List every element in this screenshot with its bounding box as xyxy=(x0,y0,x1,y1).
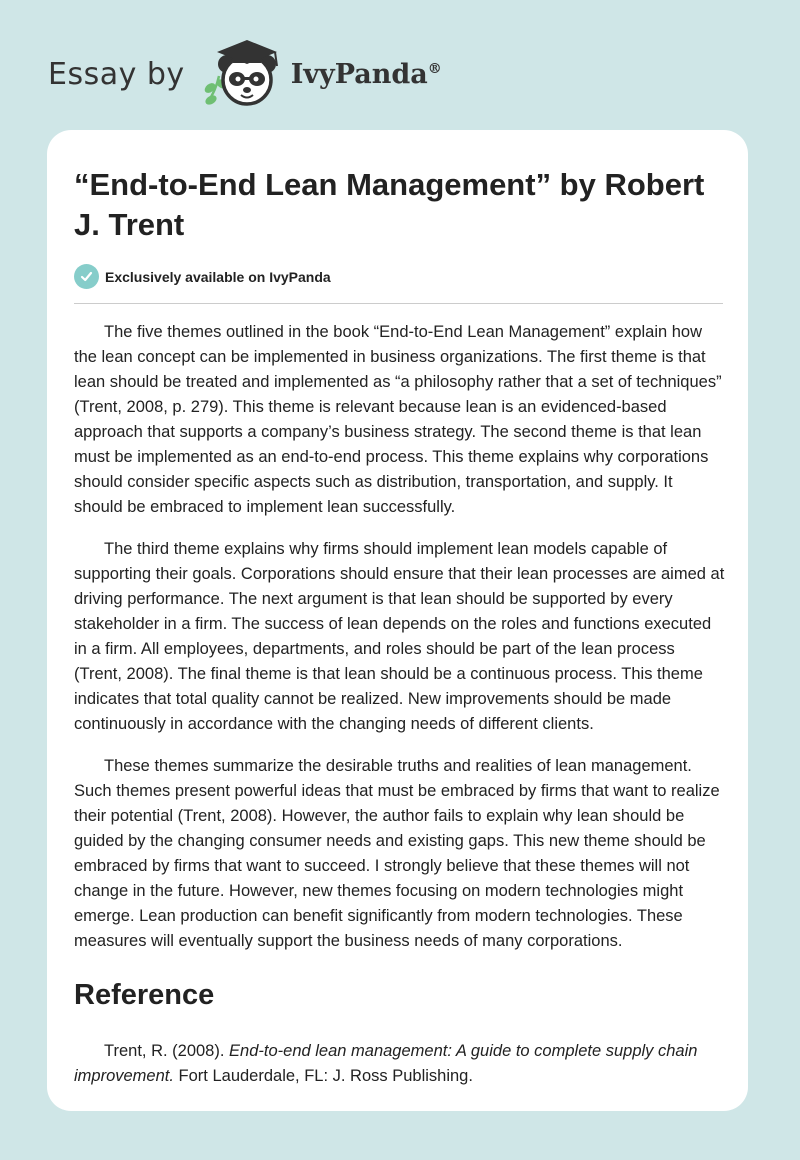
essay-paragraph: These themes summarize the desirable truths and realities of lean management. Such themes present powerful ideas that must be embraced by firms that want to realize their potential (Trent, 2008). However, the author fails to explain why lean should be guided by the changing consumer needs and existing gaps. This new theme should be embraced by firms that want to succeed. I strongly believe that these themes will not change in the future. However, new themes focusing on modern technologies might emerge. Lean production can benefit significantly from modern technologies. These measures will eventually support the business needs of many corporations. xyxy=(74,757,720,950)
check-circle-icon xyxy=(74,264,99,289)
reference-entry xyxy=(74,1039,725,1089)
badge-label: Exclusively available on IvyPanda xyxy=(105,268,331,285)
essay-paragraph: The five themes outlined in the book “End-to-End Lean Management” explain how the lean concept can be implemented in business organizations. The first theme is that lean should be treated and implemented as “a philosophy rather that a set of techniques” (Trent, 2008, p. 279). This theme is relevant because lean is an evidenced-based approach that supports a company’s business strategy. The second theme is that lean must be implemented as an end-to-end process. This theme explains why corporations should consider specific aspects such as distribution, transportation, and supply. It should be embraced to implement lean successfully. xyxy=(74,323,722,516)
site-header xyxy=(48,34,442,114)
essay-body xyxy=(74,320,725,1089)
reference-title: End-to-end lean management: A guide to complete supply chain improvement. xyxy=(74,1042,698,1085)
brand-name[interactable] xyxy=(291,59,442,90)
reference-publisher: Fort Lauderdale, FL: J. Ross Publishing. xyxy=(178,1067,473,1085)
essay-card xyxy=(47,130,748,1111)
essay-title: “End-to-End Lean Management” by Robert J. Trent xyxy=(74,167,705,242)
reference-authors: Trent, R. (2008). xyxy=(104,1042,225,1060)
essay-by-label: Essay by xyxy=(48,56,185,92)
brand-label: IvyPanda xyxy=(290,58,428,90)
panda-graduate-icon[interactable] xyxy=(197,34,287,114)
exclusive-badge xyxy=(74,264,331,289)
essay-paragraph: The third theme explains why firms should implement lean models capable of supporting their goals. Corporations should ensure that their lean processes are aimed at driving performance. The next argument is that lean should be supported by every stakeholder in a firm. The success of lean depends on the roles and functions executed in a firm. All employees, departments, and roles should be part of the lean process (Trent, 2008). The final theme is that lean should be a continuous process. This theme indicates that total quality cannot be realized. New improvements should be made continuously in accordance with the changing needs of different clients. xyxy=(74,540,725,733)
reference-heading: Reference xyxy=(74,979,215,1011)
registered-mark: ® xyxy=(427,60,442,77)
title-divider xyxy=(74,303,723,304)
